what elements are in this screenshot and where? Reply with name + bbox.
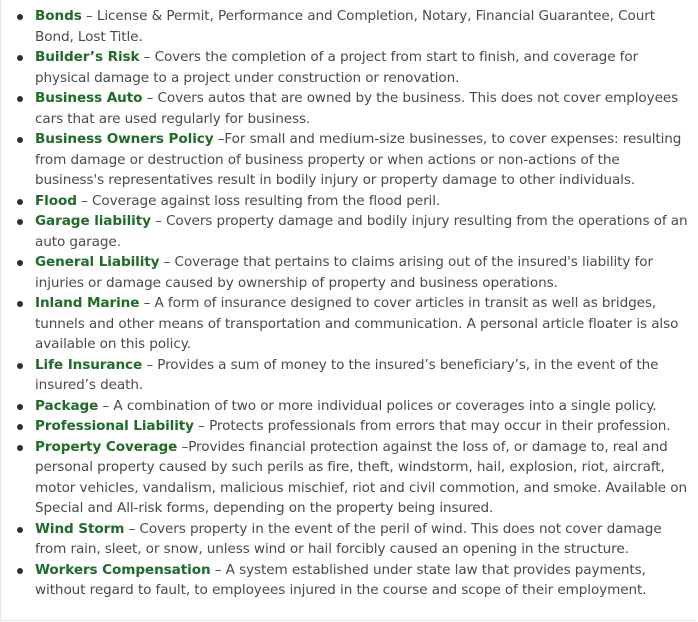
bullet-icon [17, 527, 23, 533]
list-item [0, 437, 698, 519]
bullet-icon [17, 137, 23, 143]
coverage-term: Flood [35, 192, 77, 209]
coverage-description: – Covers property damage and bodily injury resulting from the operations of an auto garage. [35, 213, 688, 250]
list-item [0, 88, 698, 129]
list-item [0, 519, 698, 560]
coverage-term: Business Auto [35, 90, 143, 106]
bullet-icon [17, 424, 23, 430]
coverage-term: Property Coverage [35, 438, 178, 455]
coverage-term: Inland Marine [35, 295, 140, 311]
list-item [0, 293, 698, 355]
list-item [0, 396, 698, 417]
bullet-icon [17, 301, 23, 307]
coverage-term: Builder’s Risk [35, 49, 140, 65]
bullet-icon [17, 260, 23, 266]
bullet-icon [17, 55, 23, 61]
bullet-icon [17, 219, 23, 225]
coverage-description: – Covers the completion of a project from start to finish, and coverage for physical damage to a project under construction or renovation. [35, 49, 639, 86]
coverage-term: General Liability [35, 254, 160, 270]
coverage-description: –Provides financial protection against the loss of, or damage to, real and personal property caused by such perils as fire, theft, windstorm, hail, explosion, riot, aircraft, motor vehicles, vandalism, malicious mischief, riot and civil commotion, and smoke. Available on Special and All-risk forms, depending on the property being insured. [35, 438, 687, 516]
coverage-description: – A system established under state law that provides payments, without regard to fault, to employees injured in the course and scope of their employment. [35, 561, 647, 598]
bullet-icon [17, 445, 23, 451]
list-item [0, 355, 698, 396]
coverage-term: Bonds [35, 8, 82, 24]
list-item [0, 211, 698, 252]
coverage-description: – Protects professionals from errors that may occur in their profession. [193, 418, 671, 434]
coverage-term: Professional Liability [35, 418, 194, 434]
bullet-icon [17, 14, 23, 20]
list-item [0, 191, 698, 212]
coverage-description: – License & Permit, Performance and Completion, Notary, Financial Guarantee, Court Bond, Lost Title. [35, 8, 655, 45]
list-item [0, 560, 698, 601]
bullet-icon [17, 96, 23, 102]
bullet-icon [17, 363, 23, 369]
coverage-description: – Provides a sum of money to the insured’s beneficiary’s, in the event of the insured’s death. [35, 356, 659, 393]
coverage-description: –For small and medium-size businesses, to cover expenses: resulting from damage or destruction of business property or when actions or non-actions of the business's representatives result in bodily injury or property damage to other individuals. [35, 131, 682, 188]
coverage-description: – Coverage that pertains to claims arising out of the insured's liability for injuries or damage caused by ownership of property and business operations. [35, 254, 653, 291]
list-item [0, 129, 698, 191]
coverage-term: Wind Storm [35, 520, 125, 537]
bullet-icon [17, 568, 23, 574]
coverage-term: Business Owners Policy [35, 131, 214, 147]
coverage-term: Package [35, 397, 99, 414]
coverage-description: – Covers autos that are owned by the business. This does not cover employees cars that are used regularly for business. [35, 90, 679, 127]
list-item [0, 252, 698, 293]
bullet-icon [17, 404, 23, 410]
coverage-term: Workers Compensation [35, 561, 211, 578]
coverage-description: – Covers property in the event of the peril of wind. This does not cover damage from rain, sleet, or snow, unless wind or hail forcibly caused an opening in the structure. [35, 520, 662, 557]
bullet-icon [17, 199, 23, 205]
coverage-description: – Coverage against loss resulting from the flood peril. [76, 192, 441, 209]
coverage-description: – A combination of two or more individual polices or coverages into a single policy. [98, 397, 657, 414]
coverage-description: – A form of insurance designed to cover articles in transit as well as bridges, tunnels and other means of transportation and communication. A personal article floater is also available on this policy. [35, 295, 679, 352]
list-item [0, 416, 698, 437]
list-item [0, 6, 698, 47]
coverage-term: Garage liability [35, 213, 151, 229]
list-item [0, 47, 698, 88]
coverage-term: Life Insurance [35, 356, 143, 373]
